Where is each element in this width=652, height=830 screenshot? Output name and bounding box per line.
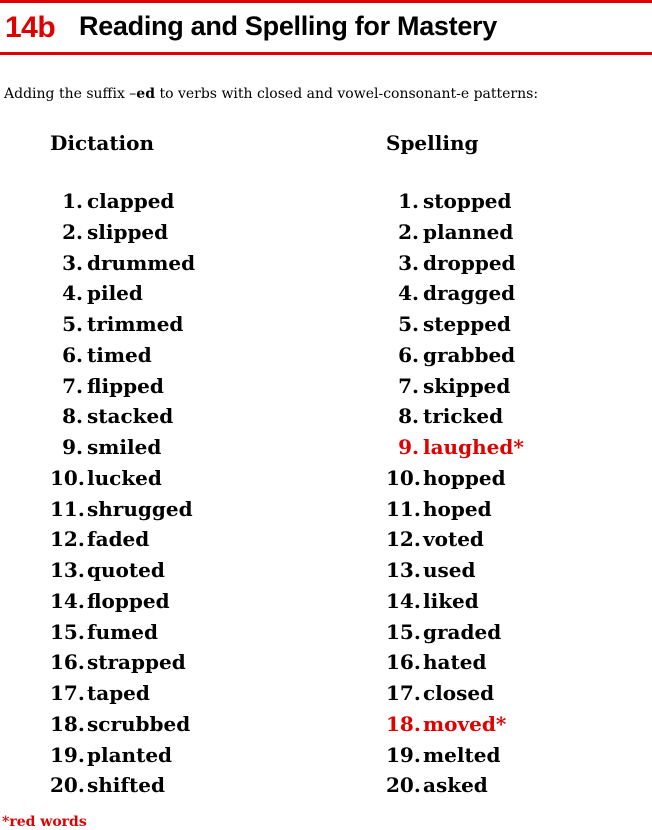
- dictation-item-number: 8.: [62, 404, 83, 429]
- spelling-item-word: used: [423, 558, 476, 582]
- page-header: [0, 5, 652, 51]
- spelling-item-word: moved*: [423, 711, 507, 736]
- spelling-item: [386, 494, 524, 525]
- spelling-item-number: 9.: [398, 435, 419, 459]
- spelling-item: [386, 647, 524, 678]
- spelling-item: [386, 555, 524, 586]
- dictation-item-number: 7.: [62, 373, 83, 398]
- dictation-item-word: flopped: [87, 588, 170, 613]
- spelling-item-number: 17.: [386, 681, 421, 705]
- top-red-rule: [0, 0, 652, 3]
- spelling-item-number: 7.: [398, 373, 419, 398]
- spelling-item-number: 12.: [386, 527, 421, 552]
- spelling-item-word: hoped: [423, 496, 492, 521]
- dictation-item-word: faded: [87, 527, 150, 552]
- spelling-list: [386, 186, 524, 801]
- dictation-item: [50, 617, 195, 648]
- dictation-item: [50, 309, 195, 340]
- dictation-item-word: quoted: [87, 558, 165, 582]
- dictation-item-word: slipped: [87, 219, 169, 244]
- dictation-item: [50, 647, 195, 678]
- spelling-item: [386, 678, 524, 709]
- dictation-item: [50, 278, 195, 309]
- spelling-item-number: 14.: [386, 588, 421, 613]
- dictation-item: [50, 432, 195, 463]
- dictation-item-number: 15.: [50, 619, 85, 644]
- spelling-item-number: 20.: [386, 773, 421, 798]
- dictation-item-word: timed: [87, 342, 152, 367]
- spelling-item-number: 11.: [386, 496, 421, 521]
- spelling-item: [386, 340, 524, 371]
- spelling-item: [386, 770, 524, 801]
- dictation-item: [50, 248, 195, 279]
- dictation-item-word: shifted: [87, 773, 165, 798]
- dictation-item: [50, 401, 195, 432]
- spelling-item-word: voted: [423, 527, 484, 552]
- instructions-text: [4, 86, 538, 102]
- dictation-item-word: clapped: [87, 189, 175, 213]
- dictation-item-number: 1.: [62, 189, 83, 213]
- spelling-item-number: 3.: [398, 250, 419, 275]
- spelling-item-number: 4.: [398, 281, 419, 306]
- spelling-item: [386, 432, 524, 463]
- dictation-item-word: lucked: [87, 465, 162, 490]
- spelling-item-word: stopped: [423, 189, 512, 213]
- spelling-item-word: dropped: [423, 250, 516, 275]
- spelling-item: [386, 248, 524, 279]
- spelling-item-number: 15.: [386, 619, 421, 644]
- spelling-item-word: asked: [423, 773, 488, 798]
- dictation-item-word: piled: [87, 281, 143, 306]
- spelling-item-word: planned: [423, 219, 514, 244]
- spelling-item: [386, 371, 524, 402]
- dictation-item-word: flipped: [87, 373, 164, 398]
- dictation-item-number: 5.: [62, 312, 83, 336]
- dictation-item: [50, 340, 195, 371]
- dictation-item: [50, 524, 195, 555]
- dictation-item-number: 18.: [50, 711, 85, 736]
- spelling-item: [386, 524, 524, 555]
- dictation-item-number: 13.: [50, 558, 85, 582]
- dictation-item-number: 2.: [62, 219, 83, 244]
- dictation-item-number: 14.: [50, 588, 85, 613]
- header-red-rule: [0, 52, 652, 55]
- spelling-item-word: skipped: [423, 373, 511, 398]
- spelling-item: [386, 709, 524, 740]
- dictation-item: [50, 678, 195, 709]
- spelling-item-word: dragged: [423, 281, 516, 306]
- dictation-item-word: shrugged: [87, 496, 193, 521]
- dictation-item-number: 3.: [62, 250, 83, 275]
- dictation-item: [50, 770, 195, 801]
- dictation-item-number: 6.: [62, 342, 83, 367]
- spelling-item-number: 6.: [398, 342, 419, 367]
- dictation-list: [50, 186, 195, 801]
- dictation-item: [50, 217, 195, 248]
- dictation-item-number: 20.: [50, 773, 85, 798]
- spelling-item-word: tricked: [423, 404, 504, 429]
- spelling-heading: Spelling: [386, 131, 479, 155]
- instructions-rest: to verbs with closed and vowel-consonant-e patterns:: [155, 86, 539, 102]
- dictation-column: [50, 131, 196, 798]
- spelling-item-number: 8.: [398, 404, 419, 429]
- dictation-item-word: fumed: [87, 619, 159, 644]
- spelling-item-number: 16.: [386, 650, 421, 675]
- dictation-item-number: 11.: [50, 496, 85, 521]
- dictation-item-word: stacked: [87, 404, 174, 429]
- spelling-item-number: 19.: [386, 742, 421, 767]
- spelling-item: [386, 617, 524, 648]
- spelling-item-word: stepped: [423, 312, 511, 336]
- spelling-item-word: liked: [423, 588, 479, 613]
- lesson-code: 14b: [5, 11, 56, 44]
- dictation-item: [50, 555, 195, 586]
- instructions-prefix: Adding the suffix –: [4, 86, 137, 102]
- dictation-item: [50, 586, 195, 617]
- dictation-item-word: drummed: [87, 250, 196, 275]
- spelling-item-number: 5.: [398, 312, 419, 336]
- spelling-item-word: hopped: [423, 465, 506, 490]
- spelling-item-number: 13.: [386, 558, 421, 582]
- spelling-item: [386, 278, 524, 309]
- dictation-item-word: smiled: [87, 435, 162, 459]
- dictation-item-word: scrubbed: [87, 711, 191, 736]
- dictation-item-number: 16.: [50, 650, 85, 675]
- instructions-suffix-bold: ed: [136, 86, 155, 102]
- dictation-item: [50, 371, 195, 402]
- red-words-footnote: *red words: [2, 814, 87, 830]
- spelling-item-word: hated: [423, 650, 487, 675]
- spelling-item: [386, 463, 524, 494]
- spelling-column: [386, 131, 524, 798]
- spelling-item-word: graded: [423, 619, 502, 644]
- spelling-item-number: 1.: [398, 189, 419, 213]
- dictation-item-word: strapped: [87, 650, 186, 675]
- spelling-item-number: 18.: [386, 711, 421, 736]
- dictation-item-word: planted: [87, 742, 173, 767]
- spelling-item: [386, 586, 524, 617]
- dictation-item: [50, 463, 195, 494]
- spelling-item: [386, 309, 524, 340]
- dictation-item-number: 12.: [50, 527, 85, 552]
- dictation-item-word: taped: [87, 681, 150, 705]
- spelling-item-word: laughed*: [423, 435, 524, 459]
- spelling-item-word: melted: [423, 742, 501, 767]
- dictation-heading: Dictation: [50, 131, 155, 155]
- spelling-item: [386, 740, 524, 771]
- spelling-item: [386, 186, 524, 217]
- dictation-item: [50, 186, 195, 217]
- dictation-item-number: 17.: [50, 681, 85, 705]
- spelling-item-word: grabbed: [423, 342, 516, 367]
- spelling-item-number: 10.: [386, 465, 421, 490]
- dictation-item-number: 19.: [50, 742, 85, 767]
- spelling-item: [386, 217, 524, 248]
- dictation-item-number: 4.: [62, 281, 83, 306]
- dictation-item-number: 10.: [50, 465, 85, 490]
- dictation-item: [50, 709, 195, 740]
- spelling-item: [386, 401, 524, 432]
- spelling-item-number: 2.: [398, 219, 419, 244]
- page-title: Reading and Spelling for Mastery: [79, 11, 497, 41]
- dictation-item: [50, 740, 195, 771]
- dictation-item: [50, 494, 195, 525]
- dictation-item-number: 9.: [62, 435, 83, 459]
- dictation-item-word: trimmed: [87, 312, 184, 336]
- spelling-item-word: closed: [423, 681, 495, 705]
